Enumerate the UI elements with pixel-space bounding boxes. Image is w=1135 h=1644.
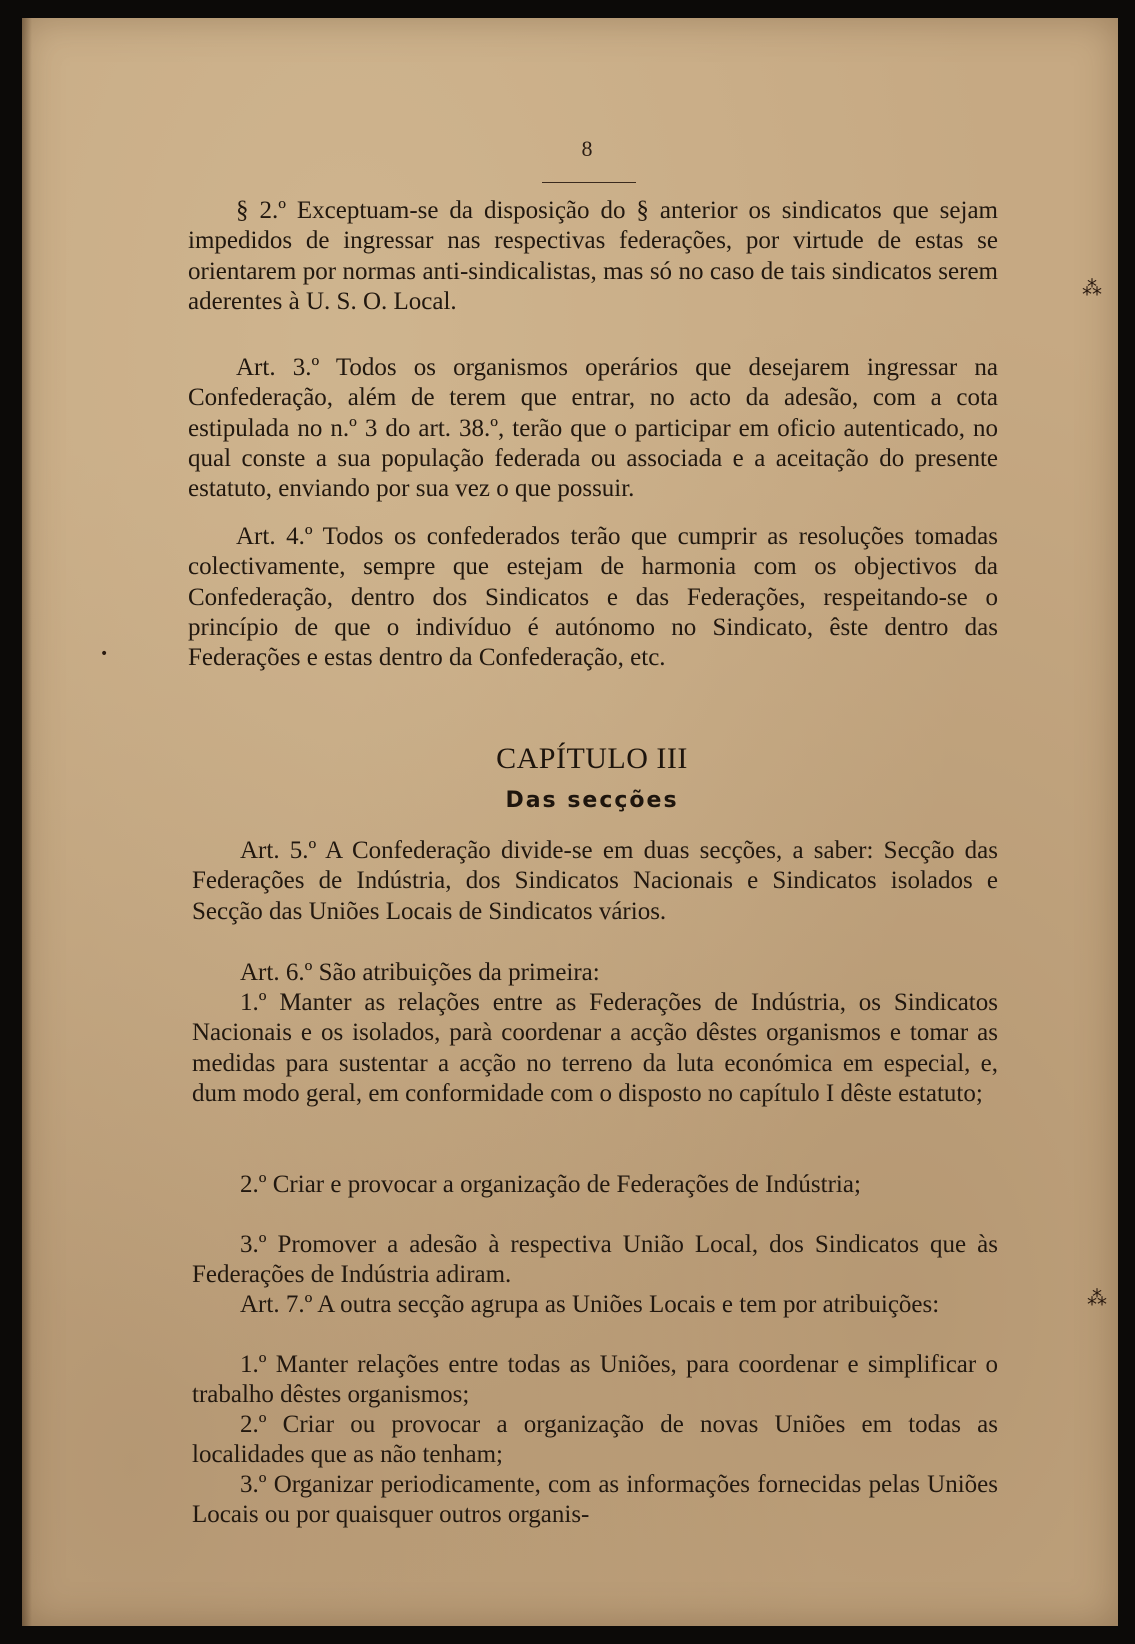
margin-mark: ⁂ [1082,276,1102,300]
item-art-6-3: 3.º Promover a adesão à respectiva União Local, dos Sindicatos que às Federações de Indústria adiram. [192,1231,998,1289]
item-art-6-2: 2.º Criar e provocar a organização de Federações de Indústria; [240,1171,861,1198]
margin-mark: ⁂ [1087,1286,1107,1310]
paragraph-art-4: Art. 4.º Todos os confederados terão que cumprir as resoluções tomadas colectivamente, sempre que estejam de harmonia com os objectivos da Confederação, dentro dos Sindicatos e das Federações, respeitando-se o princípio de que o indivíduo é autónomo no Sindicato, êste dentro das Federações e estas dentro da Confederação, etc. [188,523,998,672]
page-number: 8 [581,136,593,161]
header-rule [542,182,636,183]
chapter-title: CAPÍTULO III [496,742,688,775]
margin-mark: • [100,646,109,662]
item-art-6-1: 1.º Manter as relações entre as Federações de Indústria, os Sindicatos Nacionais e os isolados, parà coordenar a acção dêstes organismos e tomar as medidas para sustentar a acção no terreno da luta económica em especial, e, dum modo geral, em conformidade com o disposto no capítulo I dêste estatuto; [192,989,998,1107]
item-art-7-3: 3.º Organizar periodicamente, com as informações fornecidas pelas Uniões Locais ou por quaisquer outros organis- [192,1471,998,1529]
paragraph-art-5: Art. 5.º A Confederação divide-se em duas secções, a saber: Secção das Federações de Indústria, dos Sindicatos Nacionais e Sindicatos isolados e Secção das Uniões Locais de Sindicatos vários. [192,837,998,925]
item-art-7-2: 2.º Criar ou provocar a organização de novas Uniões em todas as localidades que as não tenham; [192,1411,998,1469]
page-edge-stain [22,18,32,1626]
paragraph-art-6: Art. 6.º São atribuições da primeira: [240,959,600,986]
paragraph-art-3: Art. 3.º Todos os organismos operários que desejarem ingressar na Confederação, além de terem que entrar, no acto da adesão, com a cota estipulada no n.º 3 do art. 38.º, terão que o participar em oficio autenticado, no qual conste a sua população federada ou associada e a aceitação do presente estatuto, enviando por sua vez o que possuir. [188,354,998,503]
item-art-7-1: 1.º Manter relações entre todas as Uniões, para coordenar e simplificar o trabalho dêstes organismos; [192,1351,998,1409]
paragraph-art-7: Art. 7.º A outra secção agrupa as Uniões Locais e tem por atribuições: [240,1291,940,1318]
document-page [22,18,1118,1626]
paragraph-section-2: § 2.º Exceptuam-se da disposição do § anterior os sindicatos que sejam impedidos de ingressar nas respectivas federações, por virtude de estas se orientarem por normas anti-sindicalistas, mas só no caso de tais sindicatos serem aderentes à U. S. O. Local. [188,197,998,315]
section-title: Das secções [505,788,679,813]
